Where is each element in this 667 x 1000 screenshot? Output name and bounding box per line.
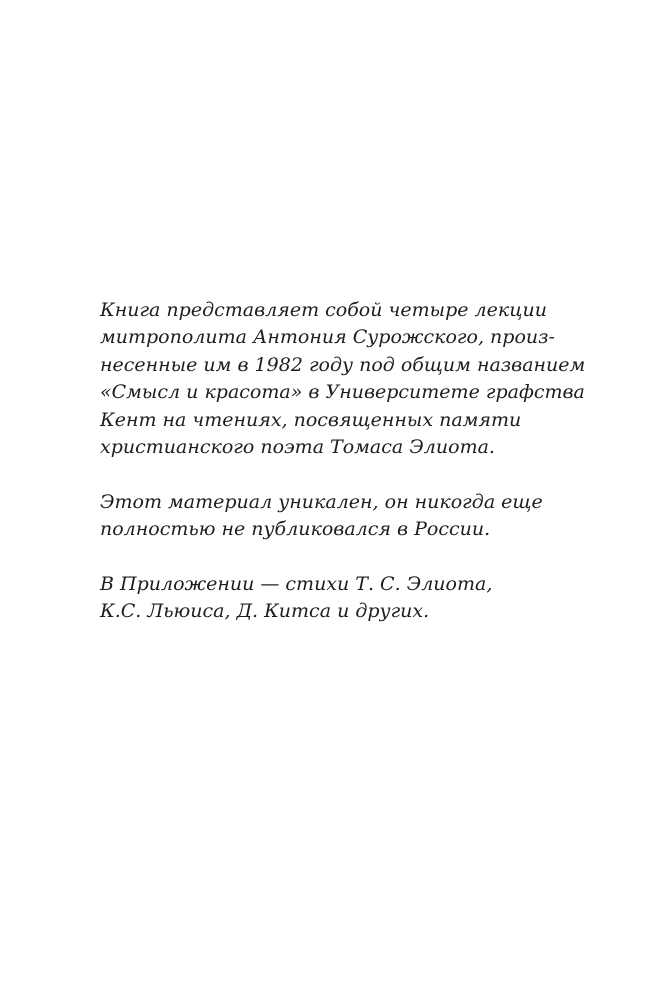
- text-line: Книга представляет собой четыре лекции: [100, 299, 547, 321]
- text-line: полностью не публиковался в России.: [100, 518, 491, 541]
- paragraph-uniqueness: [100, 489, 620, 544]
- text-line: В Приложении — стихи Т. С. Элиота,: [100, 573, 493, 596]
- paragraph-appendix: [100, 571, 620, 626]
- paragraph-book-description: [100, 297, 620, 461]
- text-line: митрополита Антония Сурожского, произ-: [100, 326, 555, 349]
- text-line: христианского поэта Томаса Элиота.: [100, 436, 495, 459]
- text-line: «Смысл и красота» в Университете графства: [100, 381, 585, 404]
- text-line: К.С. Льюиса, Д. Китса и других.: [100, 600, 430, 623]
- text-line: несенные им в 1982 году под общим названием: [100, 353, 586, 376]
- text-line: Кент на чтениях, посвященных памяти: [100, 408, 522, 431]
- text-line: Этот материал уникален, он никогда еще: [100, 490, 543, 513]
- annotation-text: [100, 297, 620, 653]
